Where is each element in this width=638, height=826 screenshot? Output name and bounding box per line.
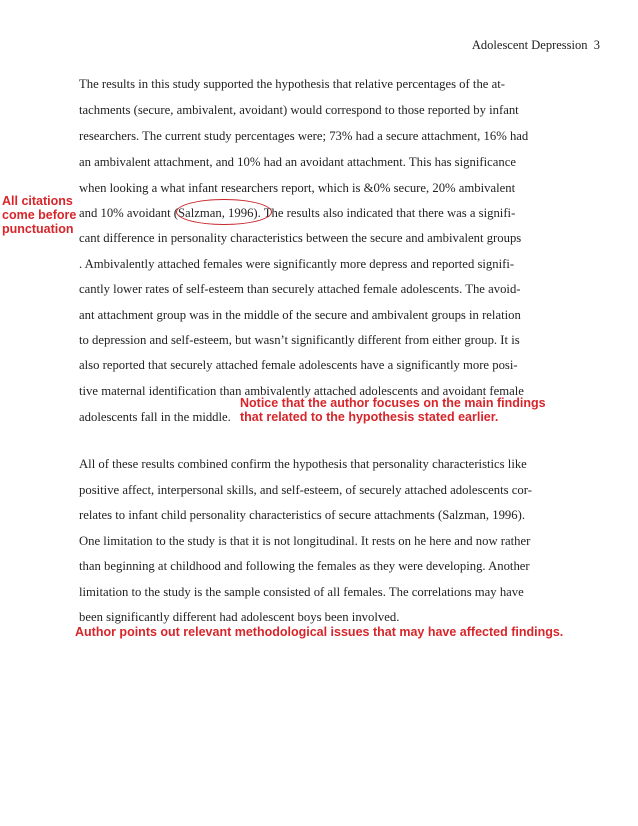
text-line: an ambivalent attachment, and 10% had an avoidant attachment. This has significance [79, 155, 516, 169]
text-line: relates to infant child personality characteristics of secure attachments (Salzman, 1996). [79, 508, 526, 522]
citation-note-line: come before [2, 208, 77, 222]
citation-note-line: All citations [2, 194, 73, 208]
text-line: limitation to the study is the sample consisted of all females. The correlations may have [79, 585, 524, 599]
text-line: All of these results combined confirm the hypothesis that personality characteristics like [79, 457, 527, 471]
text-line: tachments (secure, ambivalent, avoidant) would correspond to those reported by infant [79, 103, 519, 117]
text-line: ant attachment group was in the middle of the secure and ambivalent groups in relation [79, 308, 521, 322]
text-line: researchers. The current study percentages were; 73% had a secure attachment, 16% had [79, 129, 529, 143]
citation-note-line: punctuation [2, 222, 74, 236]
text-line: . Ambivalently attached females were significantly more depress and reported signifi- [79, 257, 515, 271]
findings-note-line: that related to the hypothesis stated earlier. [240, 410, 499, 424]
page-number: 3 [593, 38, 600, 52]
findings-note-line: Notice that the author focuses on the main findings [240, 396, 546, 410]
citation-note [2, 194, 76, 236]
citation-highlight-circle [176, 199, 272, 225]
text-line: cant difference in personality characteristics between the secure and ambivalent groups [79, 231, 522, 245]
running-head-title: Adolescent Depression [471, 38, 588, 52]
text-line: and 10% avoidant (Salzman, 1996). The results also indicated that there was a signifi- [79, 206, 516, 220]
text-line: been significantly different had adolescent boys been involved. [79, 610, 400, 624]
text-line: cantly lower rates of self-esteem than securely attached female adolescents. The avoid- [79, 282, 521, 296]
text-line: One limitation to the study is that it is not longitudinal. It rests on he here and now rather [79, 534, 531, 548]
text-line: adolescents fall in the middle. [79, 410, 231, 424]
findings-note [240, 396, 546, 424]
text-line: when looking a what infant researchers report, which is &0% secure, 20% ambivalent [79, 181, 516, 195]
text-line: than beginning at childhood and following the females as they were developing. Another [79, 559, 530, 573]
methodology-note: Author points out relevant methodological issues that may have affected findings. [75, 625, 564, 639]
running-head [472, 38, 600, 53]
text-line: to depression and self-esteem, but wasn’t significantly different from either group. It is [79, 333, 520, 347]
text-line: The results in this study supported the hypothesis that relative percentages of the at- [79, 77, 505, 91]
text-line: tive maternal identification than ambivalently attached adolescents and avoidant female [79, 384, 524, 398]
text-line: positive affect, interpersonal skills, and self-esteem, of securely attached adolescents cor- [79, 483, 532, 497]
text-line: also reported that securely attached female adolescents have a significantly more posi- [79, 358, 518, 372]
